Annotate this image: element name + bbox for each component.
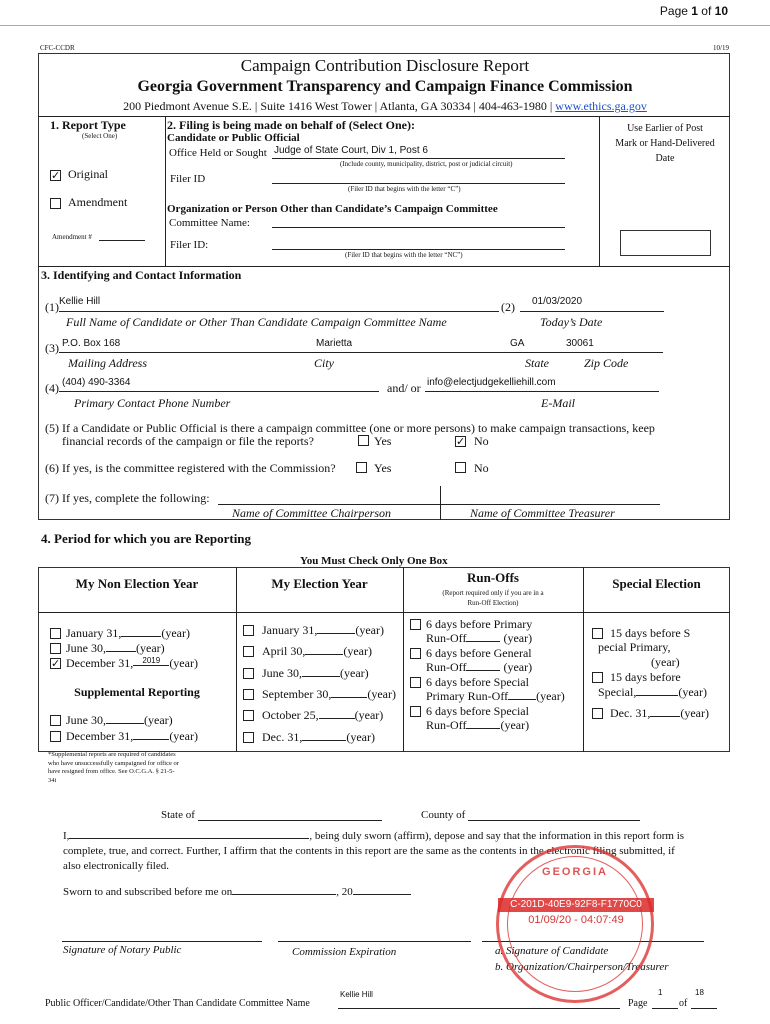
org-filer-hint: (Filer ID that begins with the letter “NC”): [345, 251, 463, 259]
runoff-primary-checkbox[interactable]: [410, 619, 421, 630]
postmark-line2: Mark or Hand-Delivered: [615, 138, 715, 149]
committee-names-field[interactable]: [218, 504, 660, 505]
q6-no-checkbox[interactable]: [455, 462, 466, 473]
email-label: E-Mail: [541, 396, 575, 410]
section1-title: 1. Report Type: [50, 118, 126, 132]
q6-yes-label: Yes: [374, 461, 392, 475]
zip-value[interactable]: 30061: [566, 338, 594, 349]
elec-dec-checkbox[interactable]: [243, 732, 254, 743]
divider: [440, 486, 441, 520]
runoff-special-title: 6 days before Special: [426, 704, 529, 718]
website-link[interactable]: www.ethics.ga.gov: [555, 99, 647, 113]
phone-value[interactable]: (404) 490-3364: [62, 377, 131, 388]
footer-page-label: Page: [628, 998, 648, 1009]
runoff-general-title: 6 days before General: [426, 646, 532, 660]
non-dec-option: December 31, 2019 (year): [66, 656, 198, 670]
field-number-1: (1): [45, 300, 59, 314]
elec-sep-checkbox[interactable]: [243, 689, 254, 700]
candidate-signature-label: a. Signature of Candidate: [495, 945, 609, 957]
non-jan-checkbox[interactable]: [50, 628, 61, 639]
elec-dec-option: Dec. 31, (year): [262, 730, 375, 744]
special-primary-year: (year): [651, 655, 680, 669]
question5-line1: (5) If a Candidate or Public Official is there a campaign committee (one or more persons) to make campaign transactions, keep: [45, 421, 655, 435]
oath-line1: I, , being duly sworn (affirm), depose and say that the information in this report form is: [63, 830, 685, 842]
special-election-header: Special Election: [612, 576, 701, 591]
special-option: Special, (year): [598, 685, 707, 699]
runoff-general-option: Run-Off (year): [426, 660, 533, 674]
postmark-box: [620, 230, 711, 256]
page-indicator: Page 1 of 10: [659, 4, 728, 18]
date-field: [520, 311, 664, 312]
amendment-checkbox[interactable]: [50, 198, 61, 209]
postmark-line3: Date: [655, 153, 675, 164]
supplemental-note: *Supplemental reports are required of candidates who have unsuccessfully campaigned for office or have resigned from office. See O.C.G.A. § 21-5- 34i: [48, 751, 179, 784]
divider: [583, 567, 584, 752]
amendment-label: Amendment: [68, 195, 128, 209]
stamp-id: C-201D-40E9-92F8-F1770C0: [498, 898, 654, 912]
and-or-label: and/ or: [387, 381, 421, 395]
election-header: My Election Year: [271, 576, 368, 591]
footer-page-total[interactable]: 18: [695, 988, 704, 997]
date-value[interactable]: 01/03/2020: [532, 296, 583, 307]
runoff-special-primary-option: Primary Run-Off (year): [426, 689, 565, 703]
elec-oct-checkbox[interactable]: [243, 710, 254, 721]
oath-line3: also electronically filed.: [63, 860, 169, 872]
elec-jan-checkbox[interactable]: [243, 625, 254, 636]
city-value[interactable]: Marietta: [316, 338, 353, 349]
state-value[interactable]: GA: [510, 338, 525, 349]
commission-expiration-label: Commission Expiration: [292, 946, 397, 958]
elec-apr-checkbox[interactable]: [243, 646, 254, 657]
footer-name-field: [338, 1008, 620, 1009]
footer-name-label: Public Officer/Candidate/Other Than Candidate Committee Name: [45, 998, 310, 1009]
office-field: [272, 158, 565, 159]
name-label: Full Name of Candidate or Other Than Candidate Campaign Committee Name: [66, 315, 447, 329]
non-election-header: My Non Election Year: [75, 576, 199, 591]
field-number-2: (2): [501, 300, 515, 314]
email-field: [425, 391, 659, 392]
section3-title: 3. Identifying and Contact Information: [41, 268, 242, 282]
footer-name-value[interactable]: Kellie Hill: [340, 990, 373, 999]
runoff-header: Run-Offs: [466, 570, 519, 585]
supplemental-title: Supplemental Reporting: [74, 685, 200, 699]
supp-jun-checkbox[interactable]: [50, 715, 61, 726]
seal-text: GEORGIA: [542, 866, 608, 878]
runoff-note-line2: Run-Off Election): [467, 599, 519, 607]
county-of-field[interactable]: [468, 820, 640, 821]
org-heading: Organization or Person Other than Candidate’s Campaign Committee: [167, 203, 498, 215]
runoff-general-checkbox[interactable]: [410, 648, 421, 659]
elec-sep-option: September 30, (year): [262, 687, 396, 701]
must-check-note: You Must Check Only One Box: [300, 555, 448, 567]
field-number-3: (3): [45, 341, 59, 355]
name-field: [59, 311, 499, 312]
state-of-field[interactable]: [198, 820, 382, 821]
org-filer-label: Filer ID:: [170, 239, 209, 251]
special-checkbox[interactable]: [592, 672, 603, 683]
section2-title: 2. Filing is being made on behalf of (Select One):: [167, 118, 415, 132]
supp-dec-option: December 31, (year): [66, 729, 198, 743]
amendment-number-field[interactable]: [99, 240, 145, 241]
original-checkbox[interactable]: ✓: [51, 169, 61, 182]
email-value[interactable]: info@electjudgekelliehill.com: [427, 377, 556, 388]
office-hint: (Include county, municipality, district, post or judicial circuit): [340, 160, 513, 168]
non-jan-option: January 31, (year): [66, 626, 190, 640]
phone-label: Primary Contact Phone Number: [74, 396, 231, 410]
filer-id-label: Filer ID: [170, 173, 206, 185]
elec-jun-checkbox[interactable]: [243, 668, 254, 679]
original-label: Original: [68, 167, 108, 181]
elec-apr-option: April 30, (year): [262, 644, 372, 658]
name-value[interactable]: Kellie Hill: [59, 296, 101, 307]
notary-signature-line[interactable]: [62, 941, 262, 942]
county-of-label: County of: [421, 809, 466, 821]
divider: [38, 116, 730, 117]
non-jun-checkbox[interactable]: [50, 643, 61, 654]
divider: [236, 567, 237, 752]
supp-dec-checkbox[interactable]: [50, 731, 61, 742]
runoff-special-primary-title: 6 days before Special: [426, 675, 529, 689]
special-dec-checkbox[interactable]: [592, 708, 603, 719]
runoff-special-primary-checkbox[interactable]: [410, 677, 421, 688]
field-number-4: (4): [45, 381, 59, 395]
runoff-special-checkbox[interactable]: [410, 706, 421, 717]
special-primary-checkbox[interactable]: [592, 628, 603, 639]
notary-signature-label: Signature of Notary Public: [63, 944, 182, 956]
city-label: City: [314, 356, 334, 370]
stamp-datetime: 01/09/20 - 04:07:49: [528, 914, 624, 926]
runoff-special-option: Run-Off (year): [426, 718, 530, 732]
chair-label: Name of Committee Chairperson: [232, 506, 391, 520]
runoff-primary-title: 6 days before Primary: [426, 617, 533, 631]
state-label: State: [525, 356, 549, 370]
zip-label: Zip Code: [584, 356, 629, 370]
agency-address: 200 Piedmont Avenue S.E. | Suite 1416 West Tower | Atlanta, GA 30334 | 404-463-1980 | www.ethics.ga.gov: [123, 99, 647, 113]
footer-page-number[interactable]: 1: [658, 988, 663, 997]
special-dec-option: Dec. 31, (year): [610, 706, 709, 720]
elec-oct-option: October 25, (year): [262, 708, 384, 722]
amendment-number-label: Amendment #: [52, 233, 92, 241]
office-label: Office Held or Sought: [169, 147, 267, 159]
question6: (6) If yes, is the committee registered with the Commission?: [45, 461, 336, 475]
q5-yes-label: Yes: [374, 434, 392, 448]
sworn-line: Sworn to and subscribed before me on , 20: [63, 886, 411, 898]
footer-total-field: [691, 1008, 717, 1009]
divider: [38, 266, 730, 267]
candidate-heading: Candidate or Public Official: [167, 132, 300, 144]
org-filer-field[interactable]: [272, 249, 565, 250]
form-code: CFC-CCDR: [40, 44, 75, 52]
oath-line2: complete, true, and correct. Further, I affirm that the contents in this report are the same as the contents in the electronic filing submitted, if: [63, 845, 675, 857]
commission-expiration-line[interactable]: [278, 941, 471, 942]
org-signature-label: b. Organization/Chairperson/Treasurer: [495, 961, 669, 973]
divider: [38, 612, 730, 613]
non-jun-option: June 30, (year): [66, 641, 165, 655]
filer-id-hint: (Filer ID that begins with the letter “C”): [348, 185, 461, 193]
q5-no-label: No: [474, 434, 489, 448]
special-line1: 15 days before: [610, 670, 681, 684]
q6-yes-checkbox[interactable]: [356, 462, 367, 473]
special-primary-line2: pecial Primary,: [598, 640, 671, 654]
supp-jun-option: June 30, (year): [66, 713, 173, 727]
q5-yes-checkbox[interactable]: [358, 435, 369, 446]
q6-no-label: No: [474, 461, 489, 475]
committee-field[interactable]: [272, 227, 565, 228]
address-line: [59, 352, 663, 353]
address-label: Mailing Address: [68, 356, 148, 370]
elec-jan-option: January 31, (year): [262, 623, 384, 637]
footer-of-label: of: [679, 998, 688, 1009]
special-primary-line1: 15 days before S: [610, 626, 691, 640]
address-value[interactable]: P.O. Box 168: [62, 338, 121, 349]
question7: (7) If yes, complete the following:: [45, 491, 210, 505]
section1-hint: (Select One): [82, 132, 118, 140]
filer-id-field[interactable]: [272, 183, 565, 184]
q5-no-checkbox[interactable]: ✓: [456, 435, 466, 448]
treasurer-label: Name of Committee Treasurer: [470, 506, 615, 520]
runoff-primary-option: Run-Off (year): [426, 631, 533, 645]
divider: [165, 116, 166, 266]
state-of-label: State of: [161, 809, 195, 821]
report-title: Campaign Contribution Disclosure Report: [240, 56, 530, 75]
form-version: 10/19: [713, 44, 729, 52]
elec-jun-option: June 30, (year): [262, 666, 369, 680]
committee-label: Committee Name:: [169, 217, 250, 229]
question5-line2: financial records of the campaign or file the reports?: [62, 434, 314, 448]
agency-name: Georgia Government Transparency and Campaign Finance Commission: [137, 78, 633, 95]
section4-title: 4. Period for which you are Reporting: [41, 531, 252, 546]
date-label: Today’s Date: [540, 315, 603, 329]
office-value[interactable]: Judge of State Court, Div 1, Post 6: [274, 145, 428, 156]
header-divider: [0, 25, 770, 26]
runoff-note-line1: (Report required only if you are in a: [442, 589, 544, 597]
footer-page-field: [652, 1008, 678, 1009]
postmark-line1: Use Earlier of Post: [627, 123, 703, 134]
non-dec-checkbox[interactable]: ✓: [51, 657, 61, 670]
phone-field: [59, 391, 379, 392]
